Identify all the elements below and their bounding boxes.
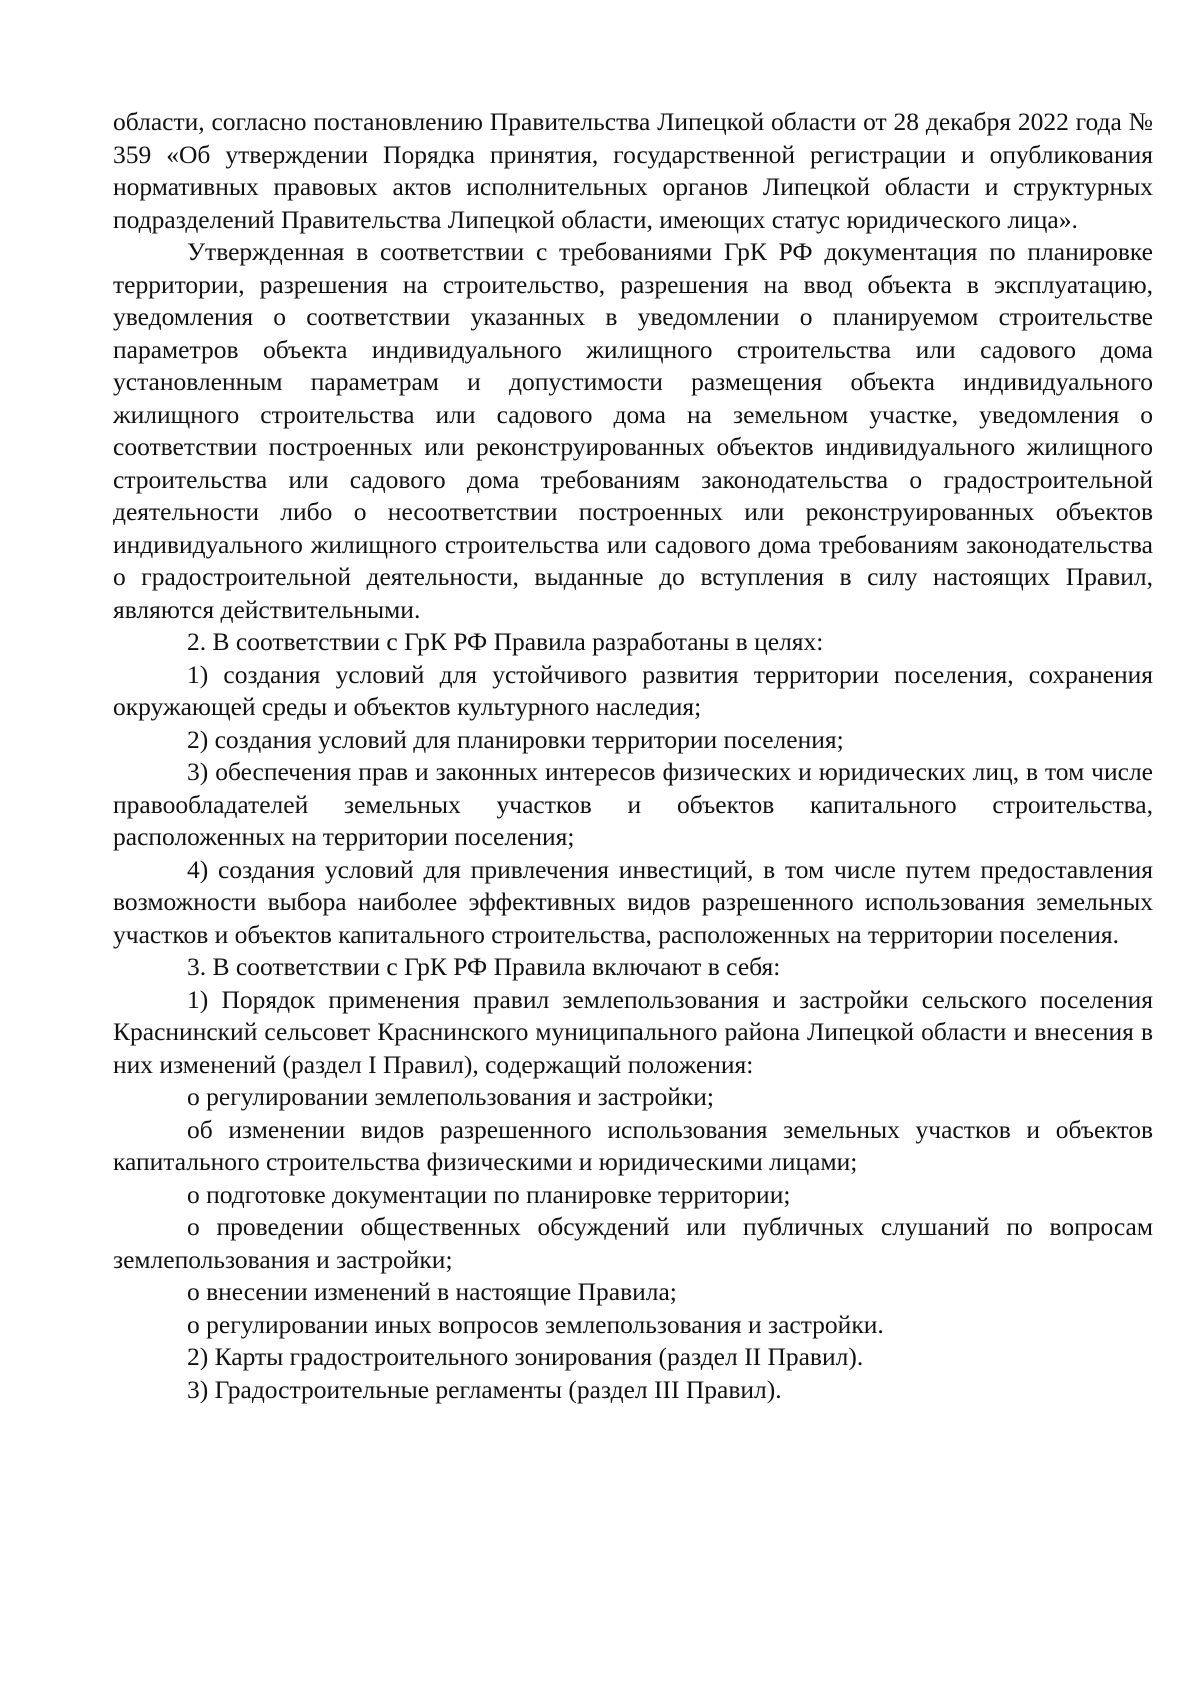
paragraph-provision-regulation: о регулировании землепользования и застройки;	[187, 1082, 715, 1111]
paragraph-item-2-3: 3) обеспечения прав и законных интересов физических и юридических лиц, в том числе правообладателей земельных участков и объектов капитального строительства, расположенных на территории поселения;	[113, 757, 1153, 851]
paragraph-item-2-2: 2) создания условий для планировки территории поселения;	[187, 724, 844, 754]
paragraph-item-3-3: 3) Градостроительные регламенты (раздел III Правил).	[187, 1374, 782, 1404]
paragraph-continuation: области, согласно постановлению Правительства Липецкой области от 28 декабря 2022 года № 359 «Об утверждении Порядка принятия, государственной регистрации и опубликования нормативных правовых актов исполнительных органов Липецкой области и структурных подразделений Правительства Липецкой области, имеющих статус юридического лица».	[113, 107, 1153, 234]
paragraph-item-2-heading: 2. В соответствии с ГрК РФ Правила разработаны в целях:	[187, 627, 824, 656]
document-body	[113, 106, 1153, 1406]
paragraph-item-3-heading: 3. В соответствии с ГрК РФ Правила включают в себя:	[187, 952, 781, 981]
paragraph-approved-documentation: Утвержденная в соответствии с требованиями ГрК РФ документация по планировке территории, разрешения на строительство, разрешения на ввод объекта в эксплуатацию, уведомления о соответствии указанных в уведомлении о планируемом строительстве параметров объекта индивидуального жилищного строительства или садового дома установленным параметрам и допустимости размещения объекта индивидуального жилищного строительства или садового дома на земельном участке, уведомления о соответствии построенных или реконструированных объектов индивидуального жилищного строительства или садового дома требованиям законодательства о градостроительной деятельности либо о несоответствии построенных или реконструированных объектов индивидуального жилищного строительства или садового дома требованиям законодательства о градостроительной деятельности, выданные до вступления в силу настоящих Правил, являются действительными.	[113, 237, 1153, 624]
paragraph-provision-hearings: о проведении общественных обсуждений или публичных слушаний по вопросам землепользования и застройки;	[113, 1212, 1153, 1274]
paragraph-provision-other: о регулировании иных вопросов землепользования и застройки.	[187, 1309, 884, 1339]
paragraph-item-2-1: 1) создания условий для устойчивого развития территории поселения, сохранения окружающей среды и объектов культурного наследия;	[113, 659, 1153, 721]
paragraph-provision-amendments: о внесении изменений в настоящие Правила;	[187, 1277, 677, 1306]
paragraph-provision-planning-docs: о подготовке документации по планировке территории;	[187, 1179, 791, 1209]
paragraph-item-3-2: 2) Карты градостроительного зонирования (раздел II Правил).	[187, 1342, 864, 1371]
paragraph-item-2-4: 4) создания условий для привлечения инвестиций, в том числе путем предоставления возможности выбора наиболее эффективных видов разрешенного использования земельных участков и объектов капитального строительства, расположенных на территории поселения.	[113, 854, 1153, 949]
paragraph-item-3-1: 1) Порядок применения правил землепользования и застройки сельского поселения Краснинский сельсовет Краснинского муниципального района Липецкой области и внесения в них изменений (раздел I Правил), содержащий положения:	[113, 984, 1153, 1079]
paragraph-provision-change-use: об изменении видов разрешенного использования земельных участков и объектов капитального строительства физическими и юридическими лицами;	[113, 1114, 1153, 1176]
